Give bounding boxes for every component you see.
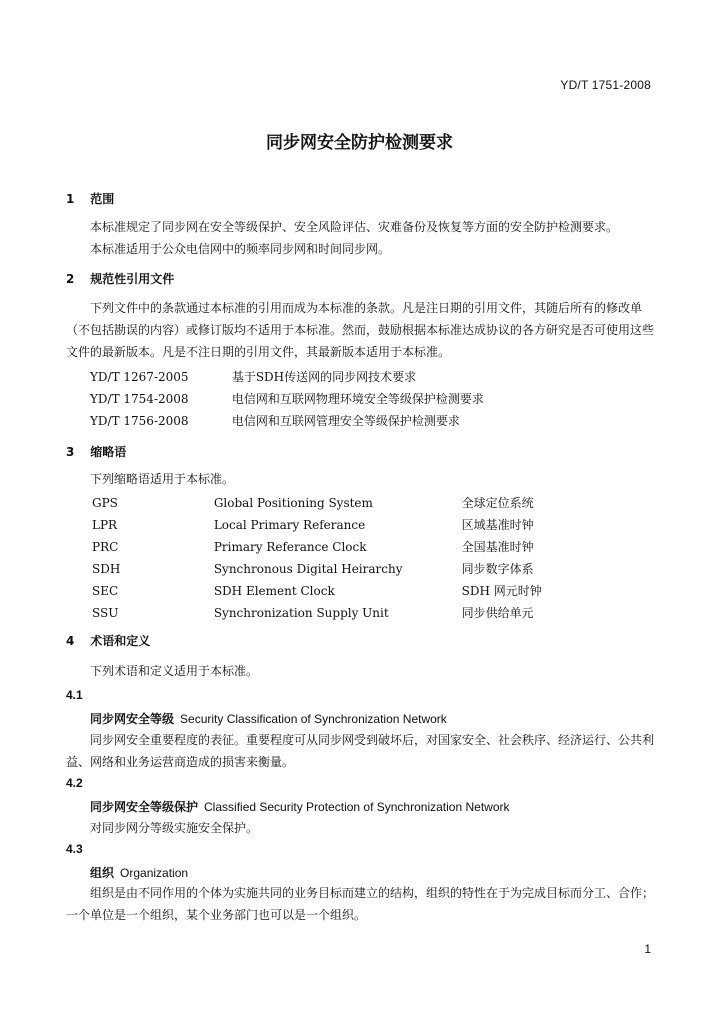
term-en: Organization [120,866,189,880]
abbreviation: PRC [92,540,119,554]
term-number: 4.1 [66,688,83,702]
section-2-para: 下列文件中的条款通过本标准的引用而成为本标准的条款。凡是注日期的引用文件，其随后所有的修改单（不包括勘误的内容）或修订版均不适用于本标准。然而，鼓励根据本标准达成协议的各方研究是否可使用这些文件的最新版本。凡是不注日期的引用文件，其最新版本适用于本标准。 [66,301,655,359]
abbreviation-cn: 同步数字体系 [461,562,534,576]
term-cn: 同步网安全等级 [90,712,175,726]
document-title: 同步网安全防护检测要求 [266,133,453,153]
abbreviation-cn: 全球定位系统 [461,496,534,510]
reference-title: 基于SDH传送网的同步网技术要求 [231,370,417,384]
abbreviation-full: Synchronization Supply Unit [213,606,389,620]
reference-code: YD/T 1756-2008 [90,414,189,428]
term-number: 4.3 [66,842,83,856]
abbreviation-row [92,516,534,533]
abbreviation: SDH [92,562,121,576]
section-number: 2 [66,272,75,286]
reference-code: YD/T 1267-2005 [90,370,189,384]
term-cn: 同步网安全等级保护 [90,800,199,814]
term-heading [90,864,188,881]
abbreviation-cn: 区域基准时钟 [461,518,534,532]
section-title: 规范性引用文件 [90,272,175,286]
abbreviation-row [92,604,534,621]
section-4-intro: 下列术语和定义适用于本标准。 [90,664,259,678]
section-number: 3 [66,445,75,459]
section-title: 缩略语 [90,445,127,459]
term-definition: 组织是由不同作用的个体为实施共同的业务目标而建立的结构，组织的特性在于为完成目标而分工、合作；一个单位是一个组织，某个业务部门也可以是一个组织。 [66,886,655,922]
term-en: Classified Security Protection of Synchronization Network [204,800,510,814]
abbreviation: GPS [92,496,118,510]
abbreviation-row [92,494,534,511]
abbreviation-row [92,582,542,599]
section-title: 术语和定义 [90,634,151,648]
section-3-heading [66,443,126,460]
abbreviation-full: Global Positioning System [213,496,373,510]
reference-title: 电信网和互联网管理安全等级保护检测要求 [231,414,460,428]
section-1-heading [66,190,114,207]
reference-row [90,412,460,429]
abbreviation: SEC [92,584,119,598]
page-number: 1 [644,942,651,956]
section-2-heading [66,270,174,287]
abbreviation-full: SDH Element Clock [213,584,335,598]
section-1-para-1: 本标准规定了同步网在安全等级保护、安全风险评估、灾难备份及恢复等方面的安全防护检测要求。 [90,220,619,234]
abbreviation-full: Synchronous Digital Heirarchy [213,562,403,576]
standard-code: YD/T 1751-2008 [560,78,651,92]
reference-title: 电信网和互联网物理环境安全等级保护检测要求 [231,392,484,406]
term-definition: 对同步网分等级实施安全保护。 [90,821,259,835]
abbreviation: SSU [92,606,119,620]
section-1-para-2: 本标准适用于公众电信网中的频率同步网和时间同步网。 [90,242,391,256]
term-number: 4.2 [66,776,83,790]
term-heading [90,798,509,815]
term-cn: 组织 [90,866,115,880]
section-3-intro: 下列缩略语适用于本标准。 [90,472,235,486]
section-number: 1 [66,192,75,206]
abbreviation-full: Local Primary Referance [213,518,366,532]
term-definition: 同步网安全重要程度的表征。重要程度可从同步网受到破坏后，对国家安全、社会秩序、经济运行、公共利益、网络和业务运营商造成的损害来衡量。 [66,733,655,769]
abbreviation-cn: 同步供给单元 [461,606,534,620]
section-4-heading [66,632,150,649]
abbreviation-row [92,560,534,577]
section-title: 范围 [90,192,115,206]
term-en: Security Classification of Synchronization Network [180,712,447,726]
reference-row [90,368,416,385]
abbreviation-full: Primary Referance Clock [213,540,367,554]
reference-code: YD/T 1754-2008 [90,392,189,406]
abbreviation-row [92,538,534,555]
section-number: 4 [66,634,75,648]
abbreviation-cn: 全国基准时钟 [461,540,534,554]
term-heading [90,710,447,727]
reference-row [90,390,484,407]
abbreviation: LPR [92,518,118,532]
abbreviation-cn: SDH 网元时钟 [461,584,542,598]
